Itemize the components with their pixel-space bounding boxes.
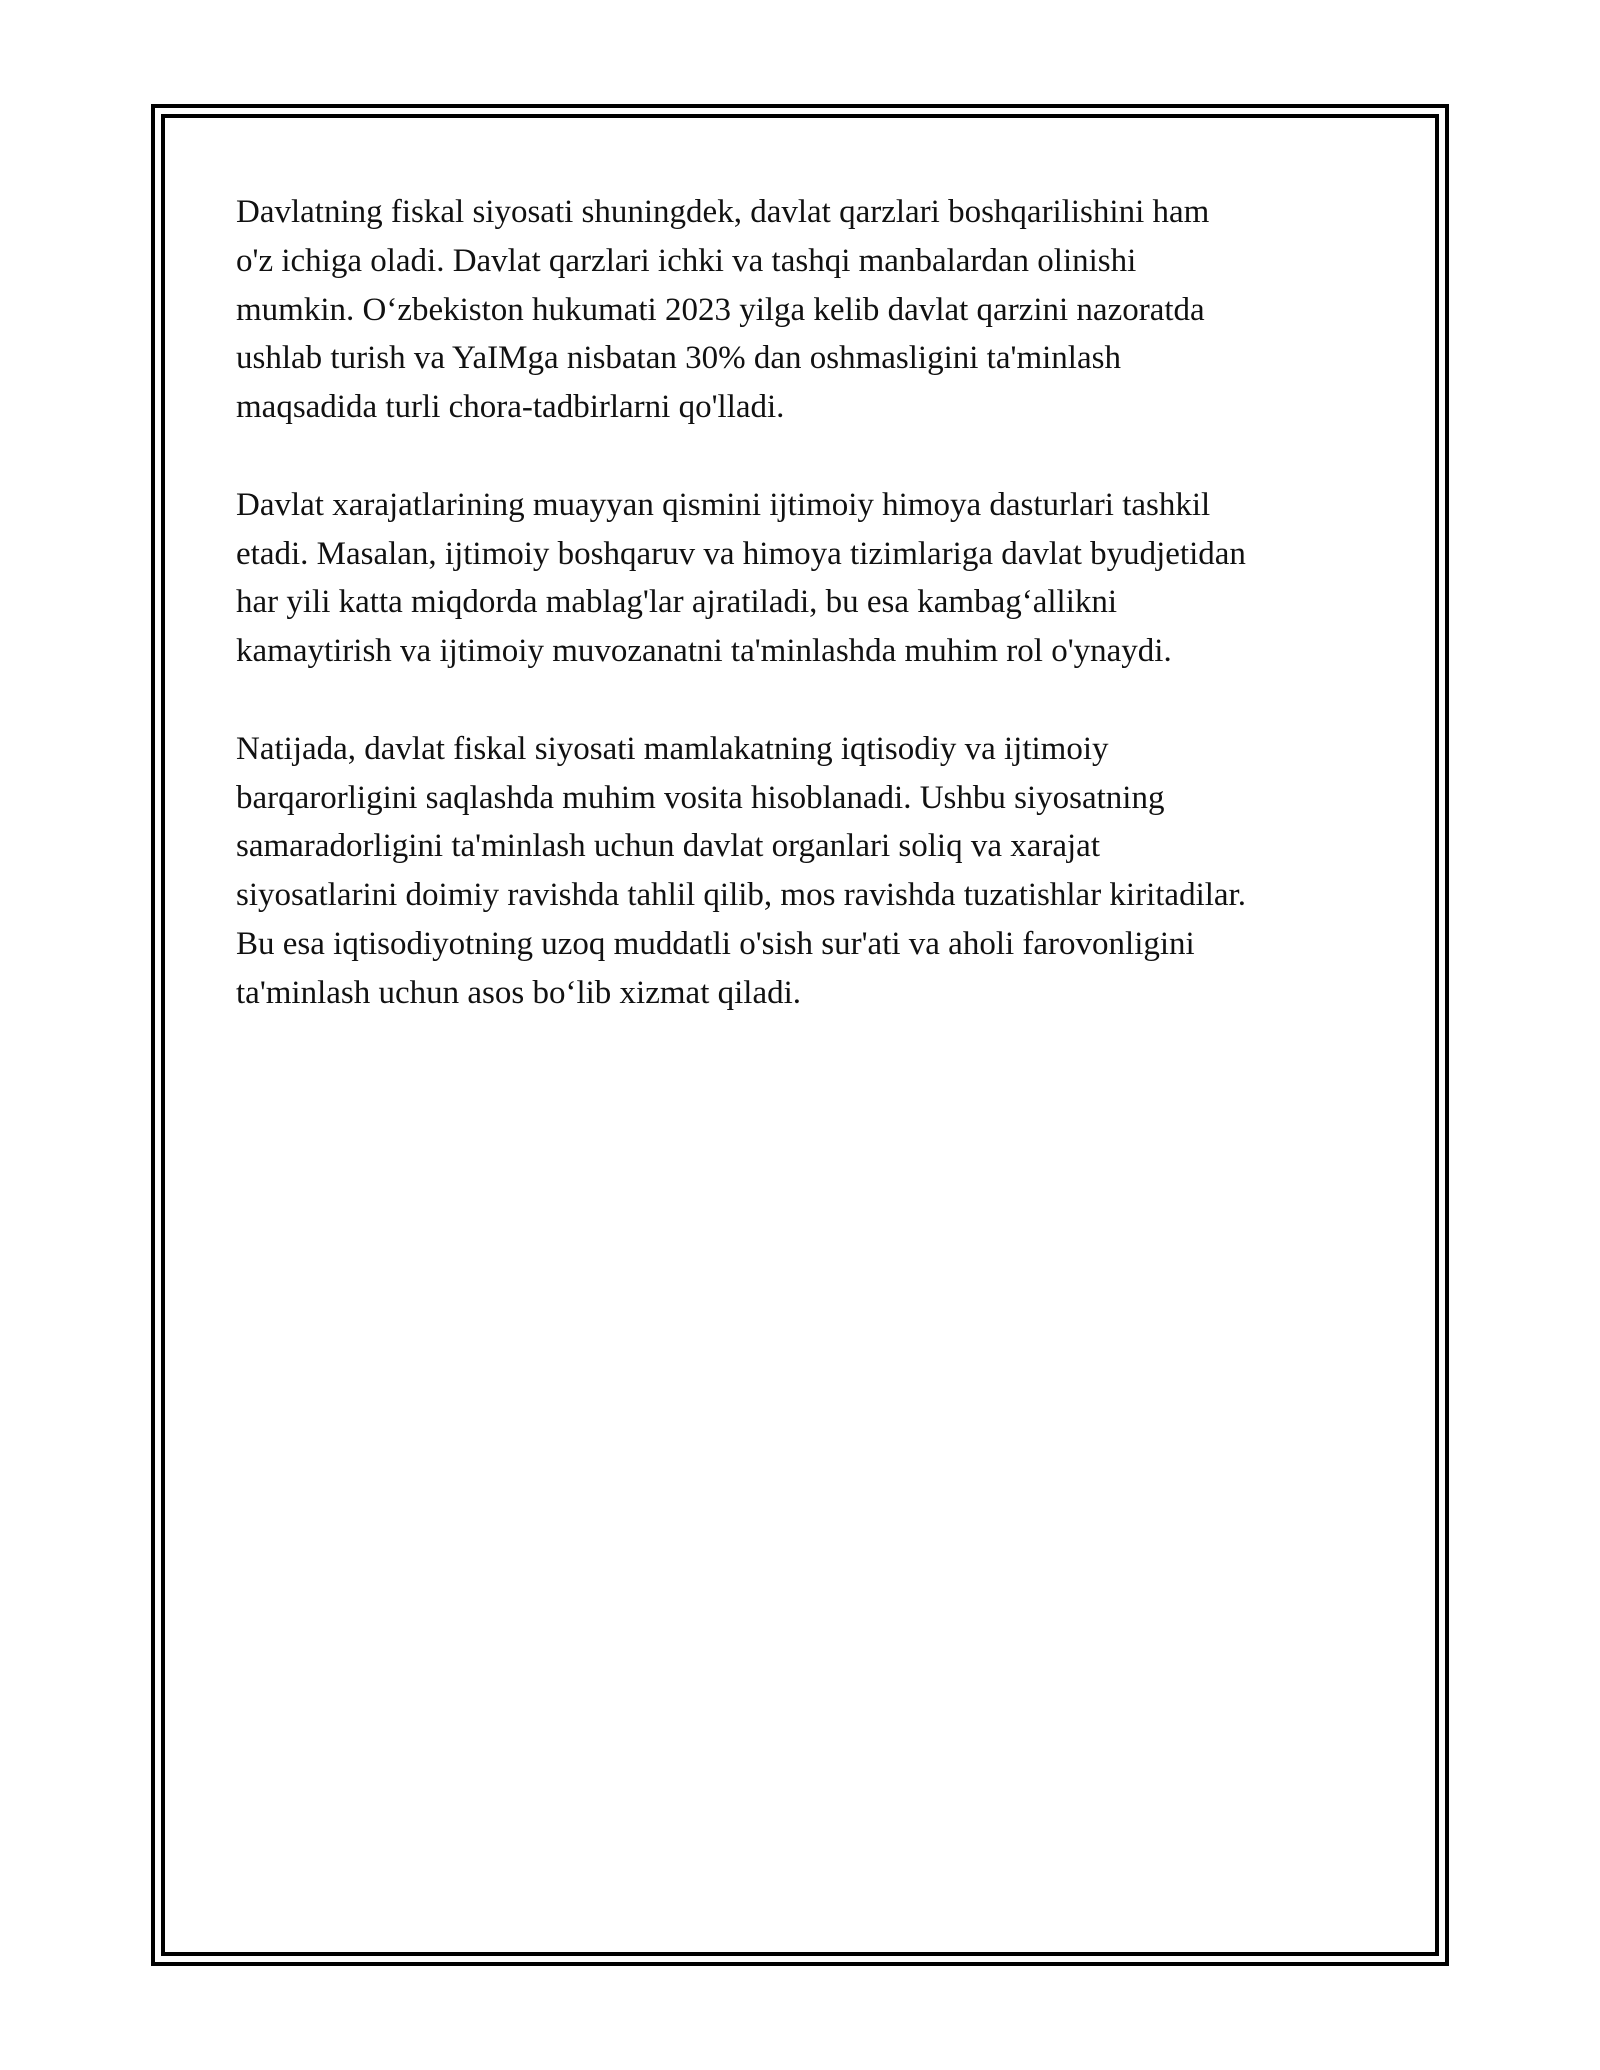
- text-line: o'z ichiga oladi. Davlat qarzlari ichki va tashqi manbalardan olinishi: [236, 242, 1137, 279]
- text-line: barqarorligini saqlashda muhim vosita hisoblanadi. Ushbu siyosatning: [236, 779, 1165, 816]
- paragraph-1: [236, 188, 1366, 432]
- text-line: maqsadida turli chora-tadbirlarni qo'lladi.: [236, 389, 785, 426]
- paragraph-2: [236, 481, 1366, 676]
- text-line: Davlatning fiskal siyosati shuningdek, davlat qarzlari boshqarilishini ham: [236, 194, 1210, 230]
- text-line: mumkin. O‘zbekiston hukumati 2023 yilga kelib davlat qarzini nazoratda: [236, 291, 1205, 328]
- text-line: Davlat xarajatlarining muayyan qismini ijtimoiy himoya dasturlari tashkil: [236, 486, 1211, 523]
- text-line: har yili katta miqdorda mablag'lar ajratiladi, bu esa kambag‘allikni: [236, 584, 1118, 621]
- text-line: kamaytirish va ijtimoiy muvozanatni ta'minlashda muhim rol o'ynaydi.: [236, 633, 1172, 670]
- text-line: samaradorligini ta'minlash uchun davlat organlari soliq va xarajat: [236, 828, 1100, 865]
- text-line: ta'minlash uchun asos bo‘lib xizmat qiladi.: [236, 974, 802, 1011]
- text-line: ushlab turish va YaIMga nisbatan 30% dan oshmasligini ta'minlash: [236, 340, 1121, 377]
- paragraph-3: [236, 725, 1366, 1018]
- text-line: Natijada, davlat fiskal siyosati mamlakatning iqtisodiy va ijtimoiy: [236, 730, 1109, 767]
- text-line: siyosatlarini doimiy ravishda tahlil qilib, mos ravishda tuzatishlar kiritadilar.: [236, 877, 1246, 914]
- text-line: Bu esa iqtisodiyotning uzoq muddatli o'sish sur'ati va aholi farovonligini: [236, 925, 1195, 962]
- text-line: etadi. Masalan, ijtimoiy boshqaruv va himoya tizimlariga davlat byudjetidan: [236, 535, 1246, 572]
- document-body: [236, 188, 1366, 1066]
